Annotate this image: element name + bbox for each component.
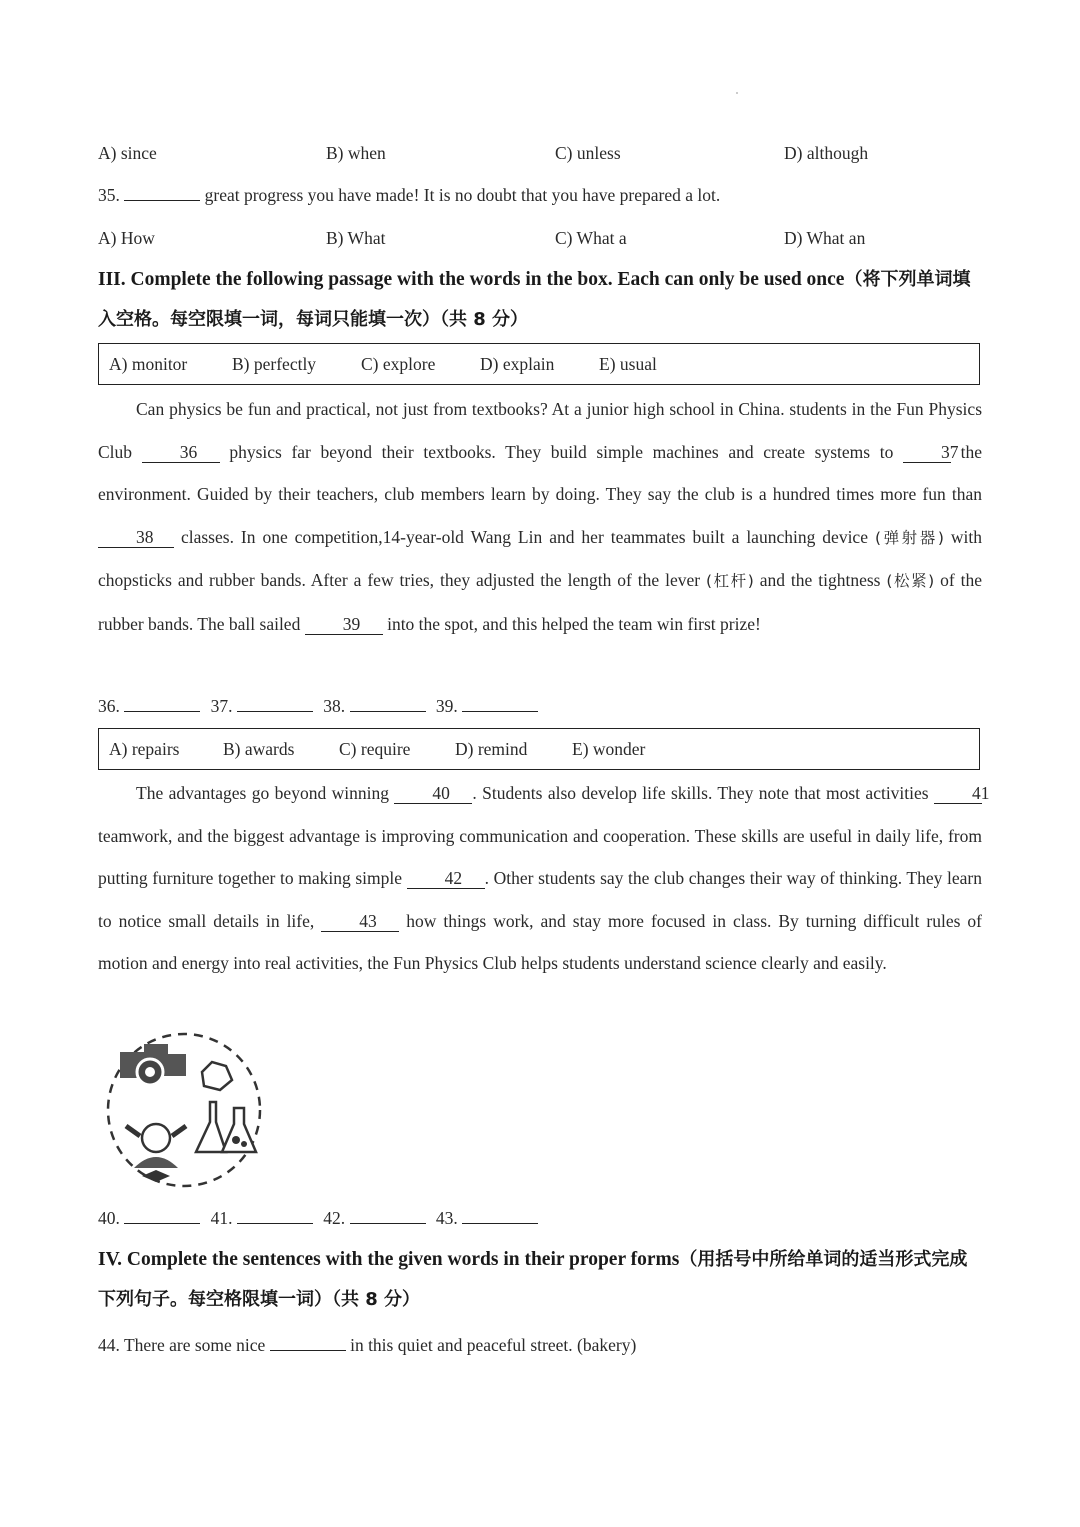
- answer-41-blank[interactable]: [237, 1207, 313, 1224]
- word-box-1-d: D) explain: [480, 354, 555, 374]
- q44-text-before: There are some nice: [123, 1335, 266, 1355]
- q35-text: great progress you have made! It is no doubt that you have prepared a lot.: [204, 185, 721, 205]
- word-box-1-a: A) monitor: [109, 354, 188, 374]
- answer-37-blank[interactable]: [237, 695, 313, 712]
- blank-38[interactable]: 38: [98, 527, 174, 548]
- q34-option-c[interactable]: C) unless: [555, 143, 621, 163]
- passage-2-text: . Students also develop life skills. They note that most activities: [472, 783, 929, 803]
- q44-blank[interactable]: [270, 1334, 346, 1351]
- answer-36-blank[interactable]: [124, 695, 200, 712]
- answer-41-label: 41.: [210, 1208, 233, 1228]
- blank-40[interactable]: 40: [394, 783, 472, 804]
- q44-number: 44.: [98, 1335, 120, 1355]
- gloss-tightness: (松紧): [886, 572, 935, 590]
- passage-2-text: teamwork, and the biggest advantage is improving communication and cooperation. These skills are useful in daily life, from putting furniture together to making simple: [98, 825, 982, 888]
- section-4-heading-en: IV. Complete the sentences with the given words in their proper forms: [98, 1249, 680, 1270]
- passage-1-text: classes. In one competition,14-year-old Wang Lin and her teammates built a launching device: [180, 526, 868, 547]
- passage-1: [98, 388, 982, 645]
- word-box-1: [98, 343, 980, 385]
- blank-42[interactable]: 42: [407, 868, 485, 889]
- answer-42-label: 42.: [323, 1208, 346, 1228]
- section-3-heading: [98, 260, 982, 340]
- word-box-1-c: C) explore: [361, 354, 436, 374]
- passage-1-text: with chopsticks and rubber bands. After a few tries, they adjusted the length of the lever: [98, 526, 982, 590]
- answer-38-blank[interactable]: [350, 695, 426, 712]
- section-4-heading-cn: （用括号中所给单词的适当形式完成下列句子。每空格限填一词）（共 8 分）: [98, 1249, 968, 1310]
- q35-blank[interactable]: [124, 184, 200, 201]
- science-club-icon: [98, 1030, 270, 1190]
- q34-option-d[interactable]: D) although: [784, 143, 869, 163]
- q35-option-d[interactable]: D) What an: [784, 228, 866, 248]
- answer-38-label: 38.: [323, 696, 346, 716]
- answer-37-label: 37.: [210, 696, 233, 716]
- answer-43-blank[interactable]: [462, 1207, 538, 1224]
- blank-36[interactable]: 36: [142, 442, 220, 463]
- word-box-2-d: D) remind: [455, 739, 528, 759]
- section-4-heading: [98, 1240, 982, 1320]
- q34-option-a[interactable]: A) since: [98, 143, 157, 163]
- passage-1-text: physics far beyond their textbooks. They build simple machines and create systems to: [229, 441, 894, 462]
- section-3-heading-cn: （将下列单词填入空格。每空限填一词，每词只能填一次）（共 8 分）: [98, 269, 971, 330]
- answer-line-40-43: [98, 1207, 544, 1229]
- answer-42-blank[interactable]: [350, 1207, 426, 1224]
- gloss-launcher: (弹射器): [874, 528, 944, 547]
- q35-question: [98, 184, 720, 206]
- q44-question: [98, 1334, 636, 1356]
- passage-2-text: how things work, and stay more focused in class. By turning difficult rules of motion and energy into real activities, the Fun Physics Club helps students understand science clearly and easily.: [98, 910, 982, 973]
- passage-1-text: and the tightness: [759, 570, 881, 590]
- passage-1-text: the environment. Guided by their teachers, club members learn by doing. They say the club is a hundred times more fun than: [98, 441, 983, 504]
- passage-1-text: Can physics be fun and practical, not just from textbooks? At a junior high school in China. students in the Fun Physics Club: [98, 399, 982, 462]
- answer-43-label: 43.: [435, 1208, 458, 1228]
- answer-40-label: 40.: [98, 1208, 120, 1228]
- section-3-heading-en: III. Complete the following passage with the words in the box. Each can only be used once: [98, 269, 845, 290]
- gloss-lever: (杠杆): [706, 572, 754, 590]
- word-box-2-c: C) require: [339, 739, 411, 759]
- q44-text-after: in this quiet and peaceful street. (bakery): [350, 1335, 637, 1355]
- word-box-2-b: B) awards: [223, 739, 295, 759]
- answer-36-label: 36.: [98, 696, 120, 716]
- q34-option-b[interactable]: B) when: [326, 143, 386, 163]
- word-box-1-b: B) perfectly: [232, 354, 317, 374]
- scan-speck: [736, 92, 738, 94]
- blank-41[interactable]: 41: [934, 783, 982, 804]
- passage-1-text: of the rubber bands. The ball sailed: [98, 570, 983, 634]
- passage-2-text: . Other students say the club changes their way of thinking. They learn to notice small details in life,: [98, 868, 982, 931]
- passage-2-text: The advantages go beyond winning: [136, 783, 389, 803]
- passage-2: [98, 772, 990, 985]
- blank-37[interactable]: 37: [903, 442, 951, 463]
- word-box-2-e: E) wonder: [572, 739, 646, 759]
- answer-39-label: 39.: [435, 696, 458, 716]
- word-box-2-a: A) repairs: [109, 739, 180, 759]
- blank-39[interactable]: 39: [305, 614, 383, 635]
- answer-line-36-39: [98, 695, 544, 717]
- q35-option-a[interactable]: A) How: [98, 228, 155, 248]
- q35-number: 35.: [98, 185, 120, 205]
- word-box-2: [98, 728, 980, 770]
- passage-1-text: into the spot, and this helped the team win first prize!: [387, 613, 761, 634]
- answer-39-blank[interactable]: [462, 695, 538, 712]
- q35-option-b[interactable]: B) What: [326, 228, 386, 248]
- answer-40-blank[interactable]: [124, 1207, 200, 1224]
- blank-43[interactable]: 43: [321, 911, 399, 932]
- q35-option-c[interactable]: C) What a: [555, 228, 627, 248]
- word-box-1-e: E) usual: [599, 354, 657, 374]
